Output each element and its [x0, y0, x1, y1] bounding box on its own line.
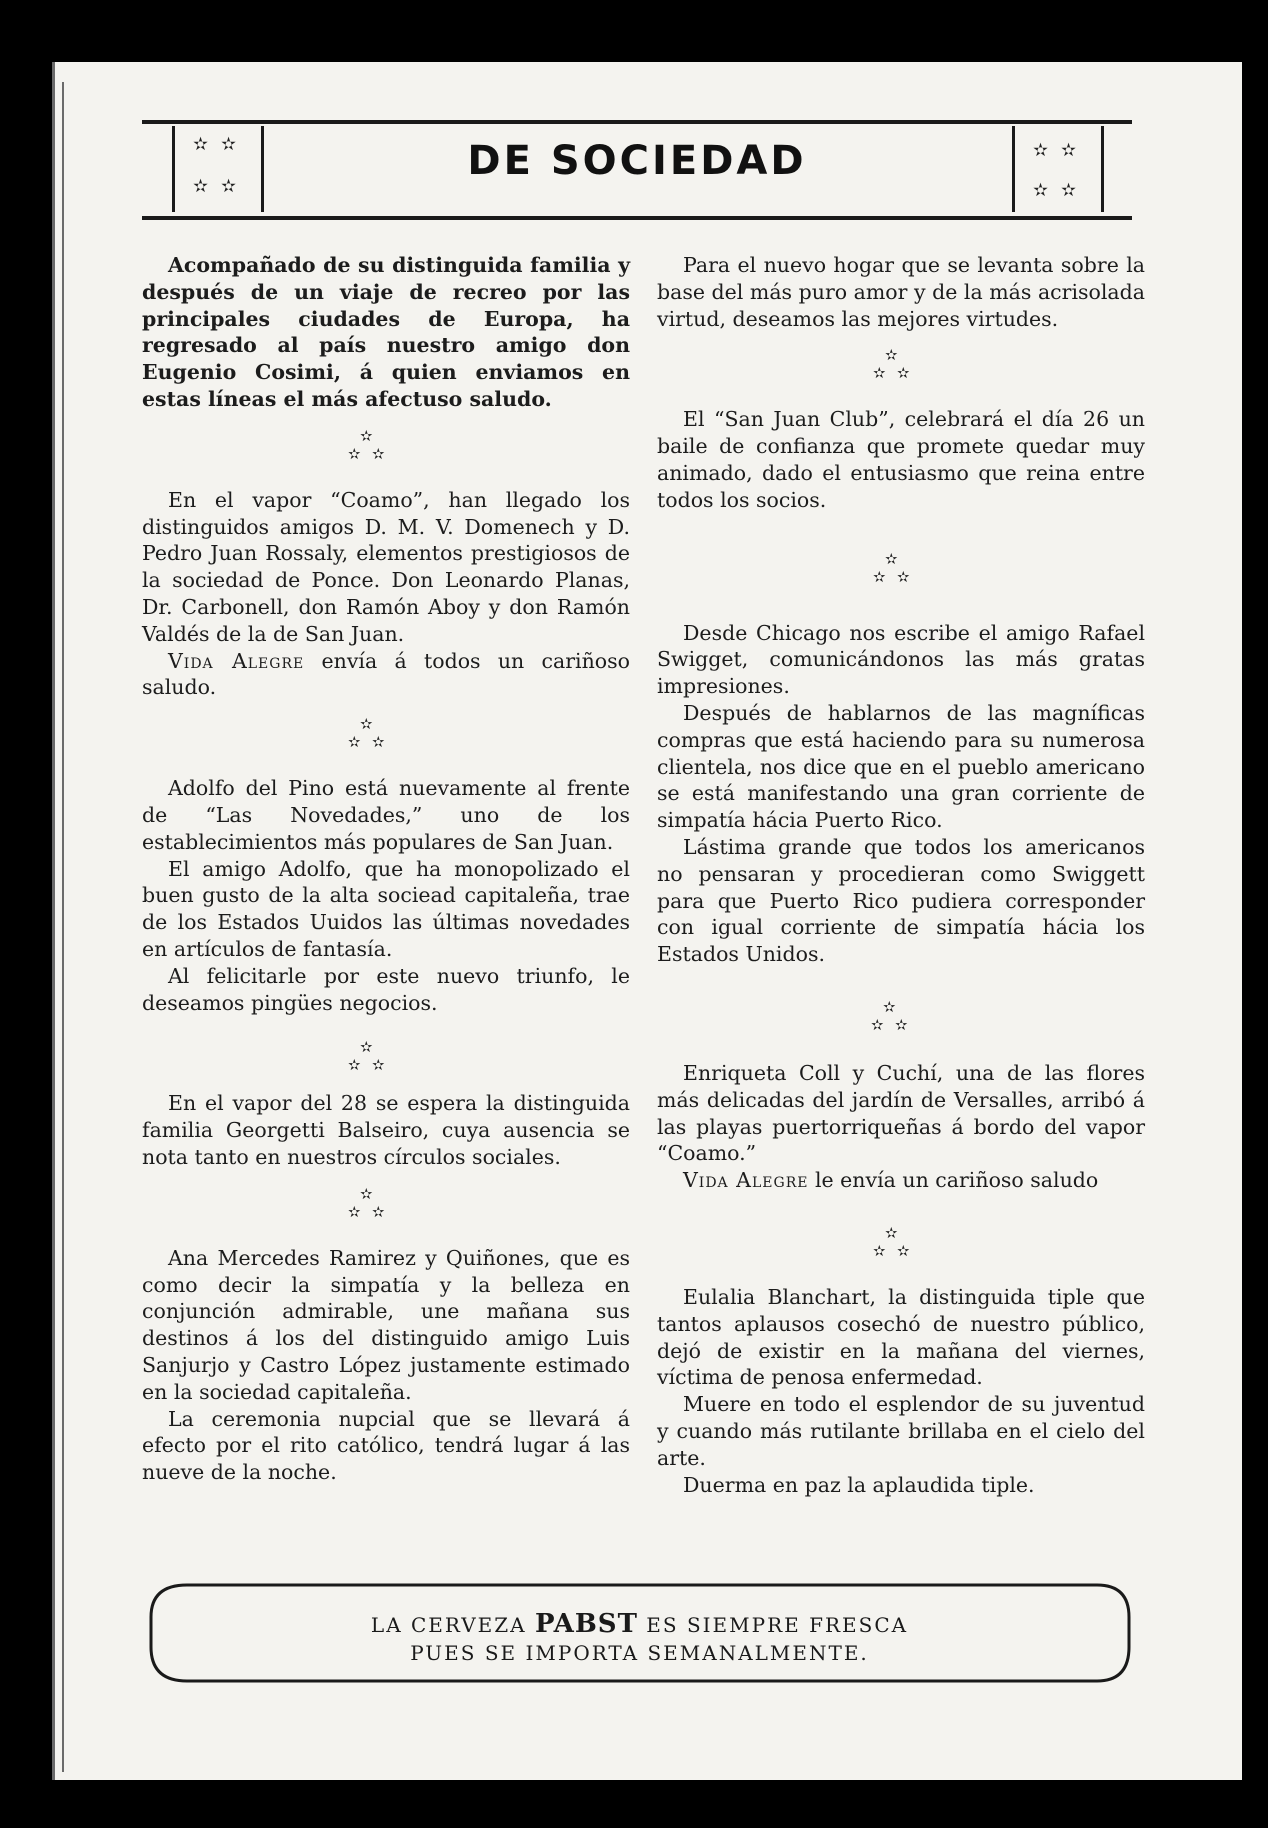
paragraph: Al felicitarle por este nuevo triunfo, le deseamos pingües negocios. [142, 963, 630, 1015]
star-icon: ✫ [360, 715, 373, 734]
page-edge-inner [62, 82, 64, 1772]
paragraph: El “San Juan Club”, celebrará el día 26 un baile de confianza que promete quedar muy animado, dado el entusiasmo que reina entre todos los socios. [657, 407, 1145, 512]
paragraph: Desde Chicago nos escribe el amigo Rafael Swigget, comunicándonos las más gratas impresiones. [657, 620, 1145, 699]
star-icon: ✫ [348, 1056, 361, 1075]
ad-brand: PABST [534, 1609, 638, 1639]
star-icon: ✫ [885, 549, 898, 568]
star-icon: ✫ [897, 567, 910, 586]
star-icon: ✫ [372, 1056, 385, 1075]
paragraph: Para el nuevo hogar que se levanta sobre la base del más puro amor y de la más acrisolada virtud, deseamos las mejores virtudes. [657, 253, 1145, 331]
advertisement-box [147, 1577, 1132, 1689]
paragraph: Eulalia Blanchart, la distinguida tiple que tantos aplausos cosechó de nuestro público, dejó de existir en la mañana del viernes, víctima de penosa enfermedad. [657, 1284, 1145, 1390]
star-icon: ✫ [873, 364, 886, 383]
star-icon: ✫ [885, 1223, 898, 1242]
star-icon: ✫ [348, 444, 361, 463]
magazine-name: Vida Alegre [168, 648, 305, 673]
right-column [657, 252, 1145, 1498]
star-icon: ✫ [360, 1184, 373, 1203]
paragraph: Acompañado de su distinguida familia y después de un viaje de recreo por las principales ciudades de Europa, ha regresado al país nuestro amigo don Eugenio Cosimi, á quien enviamos en estas líneas el más afectuso saludo. [142, 253, 630, 411]
star-icon: ✫ [1061, 140, 1077, 161]
star-icon: ✫ [871, 1015, 884, 1034]
header-bottom-rule [142, 216, 1132, 220]
paragraph-text: le envía un cariñoso saludo [808, 1168, 1099, 1193]
star-icon: ✫ [372, 444, 385, 463]
paragraph: Lástima grande que todos los americanos no pensaran y procedieran como Swiggett para que Puerto Rico pudiera corresponder con igual corriente de simpatía hácia los Estados Unidos. [657, 834, 1145, 967]
star-divider [142, 421, 630, 469]
paragraph: Ana Mercedes Ramirez y Quiñones, que es como decir la simpatía y la belleza en conjunción admirable, une mañana sus destinos á los del distinguido amigo Luis Sanjurjo y Castro López justamente estimado en la sociedad capitaleña. [142, 1245, 630, 1404]
page-edge-left [52, 62, 55, 1780]
star-divider [142, 709, 630, 757]
left-column [142, 252, 630, 1486]
paragraph: Enriqueta Coll y Cuchí, una de las flores más delicadas del jardín de Versalles, arribó á las playas puertorriqueñas á bordo del vapor “Coamo.” [657, 1060, 1145, 1166]
ad-line-2: PUES SE IMPORTA SEMANALMENTE. [410, 1641, 869, 1665]
star-divider [657, 1202, 1145, 1266]
star-icon: ✫ [193, 134, 209, 155]
section-header [142, 120, 1132, 220]
star-icon: ✫ [348, 1202, 361, 1221]
paragraph: El amigo Adolfo, que ha monopolizado el buen gusto de la alta sociead capitaleña, trae de los Estados Uuidos las últimas novedades en artículos de fantasía. [142, 856, 630, 961]
star-divider [657, 340, 1145, 388]
star-icon: ✫ [360, 1038, 373, 1057]
star-icon: ✫ [1033, 140, 1049, 161]
paragraph: Muere en todo el esplendor de su juventud y cuando más rutilante brillaba en el cielo del arte. [657, 1392, 1145, 1470]
star-icon: ✫ [885, 346, 898, 365]
paragraph: En el vapor “Coamo”, han llegado los distinguidos amigos D. M. V. Domenech y D. Pedro Juan Rossaly, elementos prestigiosos de la sociedad de Ponce. Don Leonardo Planas, Dr. Carbonell, don Ramón Aboy y don Ramón Valdés de la de San Juan. [142, 487, 630, 646]
ad-line-1 [147, 1609, 1132, 1639]
star-icon: ✫ [221, 176, 237, 197]
star-icon: ✫ [360, 426, 373, 445]
paragraph: La ceremonia nupcial que se llevará á efecto por el rito católico, tendrá lugar á las nueve de la noche. [142, 1406, 630, 1485]
magazine-page [52, 62, 1242, 1780]
star-icon: ✫ [897, 1241, 910, 1260]
paragraph: En el vapor del 28 se espera la distinguida familia Georgetti Balseiro, cuya ausencia se nota tanto en nuestros círculos sociales. [142, 1091, 630, 1169]
ad-text: ES SIEMPRE FRESCA [637, 1613, 909, 1637]
star-icon: ✫ [873, 567, 886, 586]
star-icon: ✫ [372, 1202, 385, 1221]
star-icon: ✫ [1033, 180, 1049, 201]
star-icon: ✫ [193, 176, 209, 197]
paragraph: Después de hablarnos de las magníficas compras que está haciendo para su numerosa clientela, nos dice que en el pueblo americano se está manifestando una gran corriente de simpatía hácia Puerto Rico. [657, 700, 1145, 833]
star-divider [657, 976, 1145, 1042]
magazine-name: Vida Alegre [683, 1168, 809, 1193]
star-icon: ✫ [348, 733, 361, 752]
star-icon: ✫ [895, 1015, 908, 1034]
star-icon: ✫ [873, 1241, 886, 1260]
star-divider [142, 1179, 630, 1227]
page-title: DE SOCIEDAD [467, 138, 807, 184]
paragraph [657, 1167, 1145, 1194]
star-icon: ✫ [221, 134, 237, 155]
header-top-rule [142, 120, 1132, 124]
paragraph: Duerma en paz la aplaudida tiple. [683, 1472, 1035, 1497]
ad-text: LA CERVEZA [370, 1613, 535, 1637]
paragraph-text: envía á todos un cariñoso saludo. [142, 648, 631, 700]
star-divider [142, 1024, 630, 1075]
paragraph [142, 648, 630, 702]
star-icon: ✫ [1061, 180, 1077, 201]
paragraph: Adolfo del Pino está nuevamente al frente de “Las Novedades,” uno de los establecimientos más populares de San Juan. [142, 776, 630, 854]
star-icon: ✫ [372, 733, 385, 752]
star-divider [657, 522, 1145, 602]
header-stars-right [1012, 126, 1104, 212]
star-icon: ✫ [883, 997, 896, 1016]
star-icon: ✫ [897, 364, 910, 383]
